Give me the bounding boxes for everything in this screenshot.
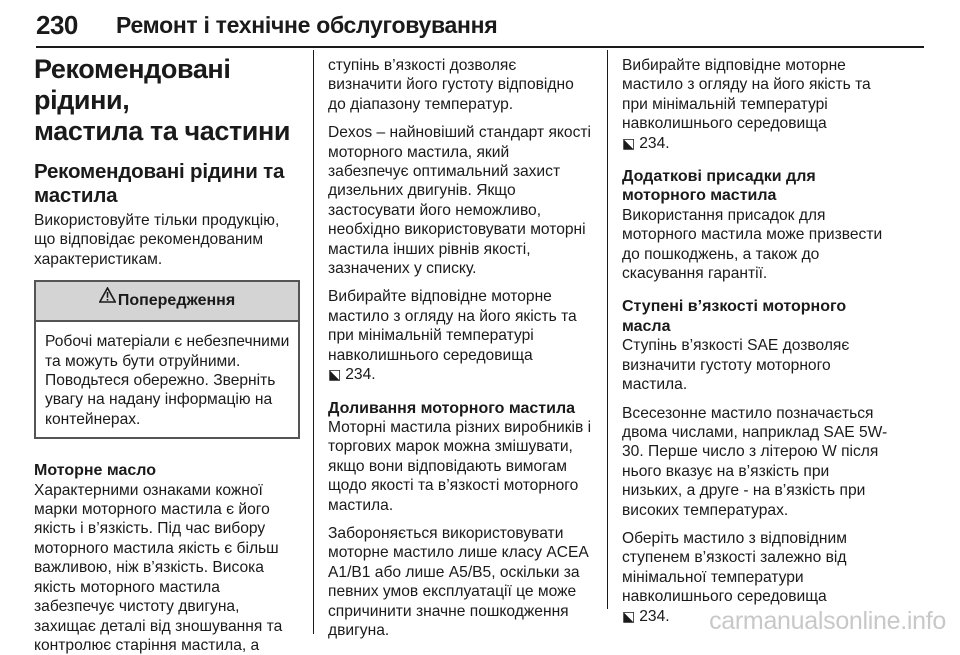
running-title: Ремонт і технічне обслуговування [116,12,498,38]
page-reference[interactable]: ⬕ 234. [622,607,670,625]
column-1 [34,54,300,655]
allseason-paragraph: Всесезонне мастило позначається двома числами, наприклад SAE 5W-30. Перше число з літерою W після нього вказує на в’язкість при низьких, а друге - на в’язкість при високих температурах. [622,404,888,519]
page-reference-arrow-icon: ⬕ [328,366,342,383]
dexos-paragraph: Dexos – найновіший стандарт якості моторного мастила, який забезпечує оптимальний захист дизельних двигунів. Якщо застосувати його неможливо, необхідно використовувати моторні мастила інших рівнів якості, зазначених у списку. [328,124,591,278]
select-oil-paragraph-2: Вибирайте відповідне моторне мастило з огляду на його якість та при мінімальній температурі навколишнього середовища ⬕ 234. [622,57,871,152]
additives-paragraph: Використання присадок для моторного мастила може призвести до пошкоджень, а також до скасування гарантії. [622,206,883,283]
viscosity-paragraph: Ступінь в’язкості SAE дозволяє визначити густоту моторного мастила. [622,337,850,394]
engine-oil-paragraph: Характерними ознаками кожної марки моторного мастила є його якість і в’язкість. Під час вибору моторного мастила якість є більш важливою, ніж в’язкість. Висока якість моторного мастила забезпечує чистоту двигуна, захищає деталі від зношування та контролює старіння мастила, а [34,481,283,654]
heading-topping-up: Доливання моторного мастила [328,399,576,417]
column-2 [328,56,594,640]
page-reference-arrow-icon: ⬕ [622,134,636,151]
warning-header [36,282,298,322]
choose-oil-paragraph: Оберіть мастило з відповідним ступенем в’язкості залежно від мінімальної температури навколишнього середовища ⬕ 234. [622,529,847,625]
heading-viscosity: Ступені в’язкості моторного масла [622,298,847,335]
section-title: Рекомендовані рідини, мастила та частини [34,54,291,146]
column-divider-1 [313,50,314,634]
select-oil-paragraph: Вибирайте відповідне моторне мастило з огляду на його якість та при мінімальній температурі навколишнього середовища ⬕ 234. [328,288,577,384]
warning-title: Попередження [117,292,236,310]
watermark: carmanualsonline.info [709,607,946,635]
column-divider-2 [607,50,608,609]
topup-paragraph: Моторні мастила різних виробників і торгових марок можна змішувати, якщо вони відповідають вимогам щодо якості та в’язкості моторного мастила. [328,418,592,514]
subsection-title: Рекомендовані рідини та мастила [34,160,285,207]
page-reference[interactable]: ⬕ 234. [622,134,670,152]
page-reference[interactable]: ⬕ 234. [328,366,376,384]
intro-paragraph: Використовуйте тільки продукцію, що відповідає рекомендованим характеристикам. [34,212,280,268]
heading-engine-oil: Моторне масло [34,462,157,480]
column-3 [622,56,888,626]
page-header [36,8,924,48]
heading-additives: Додаткові присадки для моторного мастила [622,168,816,205]
prohibit-paragraph: Забороняється використовувати моторне мастило лише класу ACEA A1/B1 або лише A5/B5, оскільки за певних умов експлуатації це може спричинити значне пошкодження двигуна. [328,524,588,639]
page-number: 230 [36,10,78,40]
header-rule [36,46,924,48]
warning-box [34,280,300,439]
warning-text: Робочі матеріали є небезпечними та можуть бути отруйними. Поводьтеся обережно. Зверніть увагу на надану інформацію на контейнерах. [45,333,290,428]
warning-triangle-icon [99,280,116,318]
page-reference-arrow-icon: ⬕ [622,607,636,624]
continuation-paragraph: ступінь в’язкості дозволяє визначити його густоту відповідно до діапазону температур. [328,57,574,113]
